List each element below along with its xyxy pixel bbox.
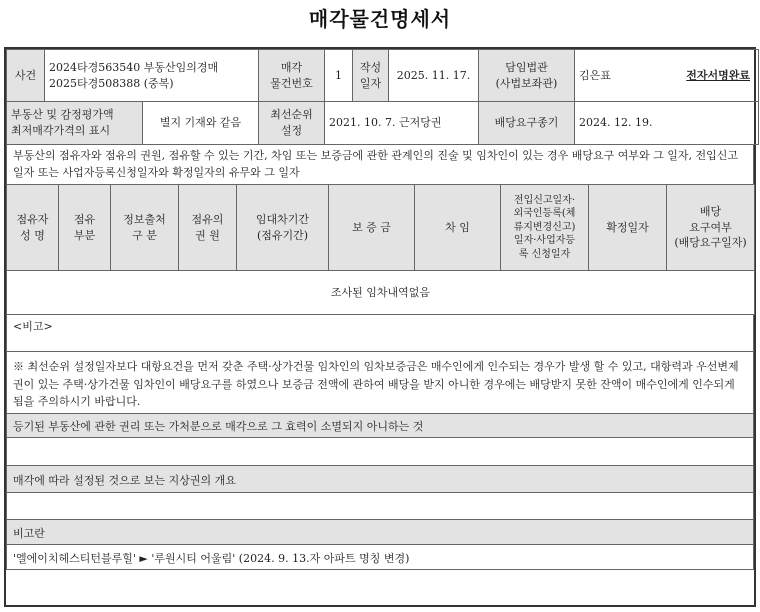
surface-rights-header: 매각에 따라 설정된 것으로 보는 지상권의 개요 bbox=[6, 465, 754, 493]
remarks-section-content: '엘에이치헤스티턴블루힐' ► '루원시티 어울림' (2024. 9. 13.자 아파트 명칭 변경) bbox=[6, 544, 754, 570]
occupancy-header-row bbox=[7, 185, 755, 271]
case-label: 사건 bbox=[7, 50, 45, 102]
senior-right-value: 2021. 10. 7. 근저당권 bbox=[325, 102, 479, 145]
header-occupant-name: 점유자 성 명 bbox=[7, 185, 59, 271]
written-date-label: 작성 일자 bbox=[353, 50, 389, 102]
warning-text: ※ 최선순위 설정일자보다 대항요건을 먼저 갖춘 주택·상가건물 임차인의 임차보증금은 매수인에게 인수되는 경우가 발생 할 수 있고, 대항력과 우선변제권이 있는 주택·상가건물 임차인이 배당요구를 하였으나 보증금 전액에 관하여 배당을 받지 아니한 경우에는 배당받지 못한 잔액이 매수인에게 인수되게 됨을 주의하시기 바랍니다. bbox=[6, 351, 754, 414]
document-title: 매각물건명세서 bbox=[308, 7, 452, 31]
sale-item-statement bbox=[4, 47, 756, 607]
no-tenants-message: 조사된 임차내역없음 bbox=[7, 271, 755, 315]
appraisal-table bbox=[6, 101, 759, 145]
judge-name: 김은표 bbox=[579, 68, 611, 82]
header-occupied-part: 점유 부분 bbox=[59, 185, 111, 271]
occupancy-table bbox=[6, 184, 755, 315]
appraisal-label: 부동산 및 감정평가액 최저매각가격의 표시 bbox=[7, 102, 143, 145]
remarks-label: <비고> bbox=[13, 320, 53, 333]
senior-right-label: 최선순위 설정 bbox=[259, 102, 325, 145]
header-deposit: 보 증 금 bbox=[329, 185, 415, 271]
case-number: 2024타경563540 부동산임의경매 2025타경508388 (중복) bbox=[45, 50, 259, 102]
table-row bbox=[7, 271, 755, 315]
item-number-label: 매각 물건번호 bbox=[259, 50, 325, 102]
header-dividend-request: 배당 요구여부 (배당요구일자) bbox=[667, 185, 755, 271]
item-number-value: 1 bbox=[325, 50, 353, 102]
judge-label: 담임법관 (사법보좌관) bbox=[479, 50, 575, 102]
registered-rights-content bbox=[6, 437, 754, 466]
dividend-deadline-value: 2024. 12. 19. bbox=[575, 102, 759, 145]
header-rent: 차 임 bbox=[415, 185, 501, 271]
remarks-section-header: 비고란 bbox=[6, 519, 754, 545]
registered-rights-header: 등기된 부동산에 관한 권리 또는 가처분으로 매각으로 그 효력이 소멸되지 아니하는 것 bbox=[6, 413, 754, 438]
surface-rights-content bbox=[6, 492, 754, 520]
header-occupancy-title: 점유의 권 원 bbox=[179, 185, 237, 271]
occupancy-notice: 부동산의 점유자와 점유의 권원, 점유할 수 있는 기간, 차임 또는 보증금에 관한 관계인의 진술 및 임차인이 있는 경우 배당요구 여부와 그 일자, 전입신고일자 또는 사업자등록신청일자와 확정일자의 유무와 그 일자 bbox=[6, 144, 754, 185]
e-signature: 전자서명완료 bbox=[686, 68, 750, 82]
header-fixed-date: 확정일자 bbox=[589, 185, 667, 271]
dividend-deadline-label: 배당요구종기 bbox=[479, 102, 575, 145]
written-date-value: 2025. 11. 17. bbox=[389, 50, 479, 102]
header-move-in-date: 전입신고일자· 외국인등록(체 류지변경신고) 일자·사업자등 록 신청일자 bbox=[501, 185, 589, 271]
appraisal-value: 별지 기재와 같음 bbox=[143, 102, 259, 145]
header-info-source: 정보출처 구 분 bbox=[111, 185, 179, 271]
case-info-table bbox=[6, 49, 759, 102]
judge-cell bbox=[575, 50, 759, 102]
header-lease-period: 임대차기간 (점유기간) bbox=[237, 185, 329, 271]
remarks-box bbox=[6, 314, 754, 352]
